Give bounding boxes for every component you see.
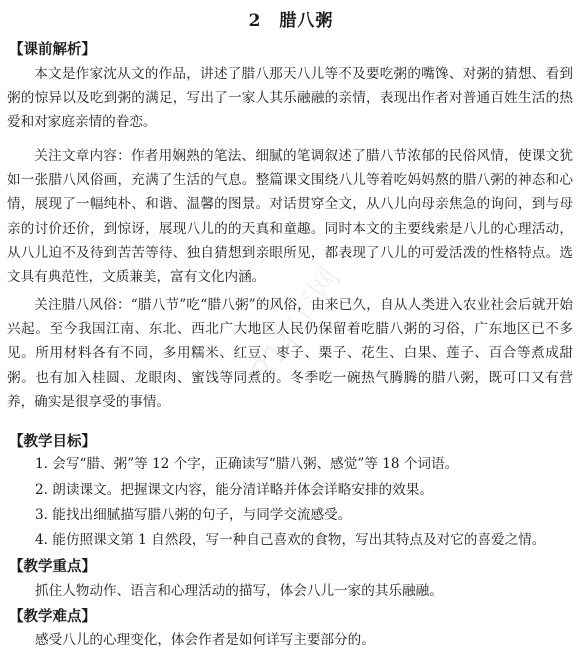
goal-item-2: 2. 朗读课文。把握课文内容，能分清详略并体会详略安排的效果。 — [35, 482, 433, 498]
section-heading-goals: 【教学目标】 — [9, 434, 96, 450]
section-heading-keypoint: 【教学重点】 — [9, 559, 96, 575]
keypoint-text: 抓住人物动作、语言和心理活动的描写，体会八儿一家的其乐融融。 — [35, 583, 443, 599]
watermark: 21教育网 — [245, 261, 349, 387]
goal-item-1: 1. 会写“腊、粥”等 12 个字，正确读写“腊八粥、感觉”等 18 个词语。 — [35, 456, 459, 472]
page-title: 2 腊八粥 — [248, 11, 334, 31]
goal-item-4: 4. 能仿照课文第 1 自然段，写一种自己喜欢的食物，写出其特点及对它的喜爱之情。 — [35, 532, 546, 548]
analysis-paragraph-3: 关注腊八风俗：“腊八节”吃“腊八粥”的风俗，由来已久，自从人类进入农业社会后就开始兴起。至今我国江南、东北、西北广大地区人民仍保留着吃腊八粥的习俗，广东地区已不多见。所用材料各有不同，多用糯米、红豆、枣子、栗子、花生、白果、莲子、百合等煮成甜粥。也有加入桂圆、龙眼肉、蜜饯等同煮的。冬季吃一碗热气腾腾的腊八粥，既可口又有营养，确实是很享受的事情。 — [7, 297, 573, 410]
section-heading-difficulty: 【教学难点】 — [9, 609, 96, 625]
section-heading-analysis: 【课前解析】 — [9, 42, 96, 58]
analysis-paragraph-1: 本文是作家沈从文的作品，讲述了腊八那天八儿等不及要吃粥的嘴馋、对粥的猜想、看到粥的惊异以及吃到粥的满足，写出了一家人其乐融融的亲情，表现出作者对普通百姓生活的热爱和对家庭亲情的眷恋。 — [7, 66, 573, 131]
goal-item-3: 3. 能找出细腻描写腊八粥的句子，与同学交流感受。 — [35, 507, 352, 523]
difficulty-text: 感受八儿的心理变化，体会作者是如何详写主要部分的。 — [35, 632, 375, 648]
analysis-paragraph-2: 关注文章内容：作者用娴熟的笔法、细腻的笔调叙述了腊八节浓郁的民俗风情，使课文犹如一张腊八风俗画，充满了生活的气息。整篇课文围绕八儿等着吃妈妈熬的腊八粥的神态和心情，展现了一幅纯朴、和谐、温馨的图景。对话贯穿全文，从八儿向母亲焦急的询问，到与母亲的讨价还价，到惊讶，展现八儿的的天真和童趣。同时本文的主要线索是八儿的心理活动，从八儿迫不及待到苦苦等待、独自猜想到亲眼所见，都表现了八儿的可爱活泼的性格特点。选文具有典范性，文质兼美，富有文化内涵。 — [7, 148, 573, 286]
